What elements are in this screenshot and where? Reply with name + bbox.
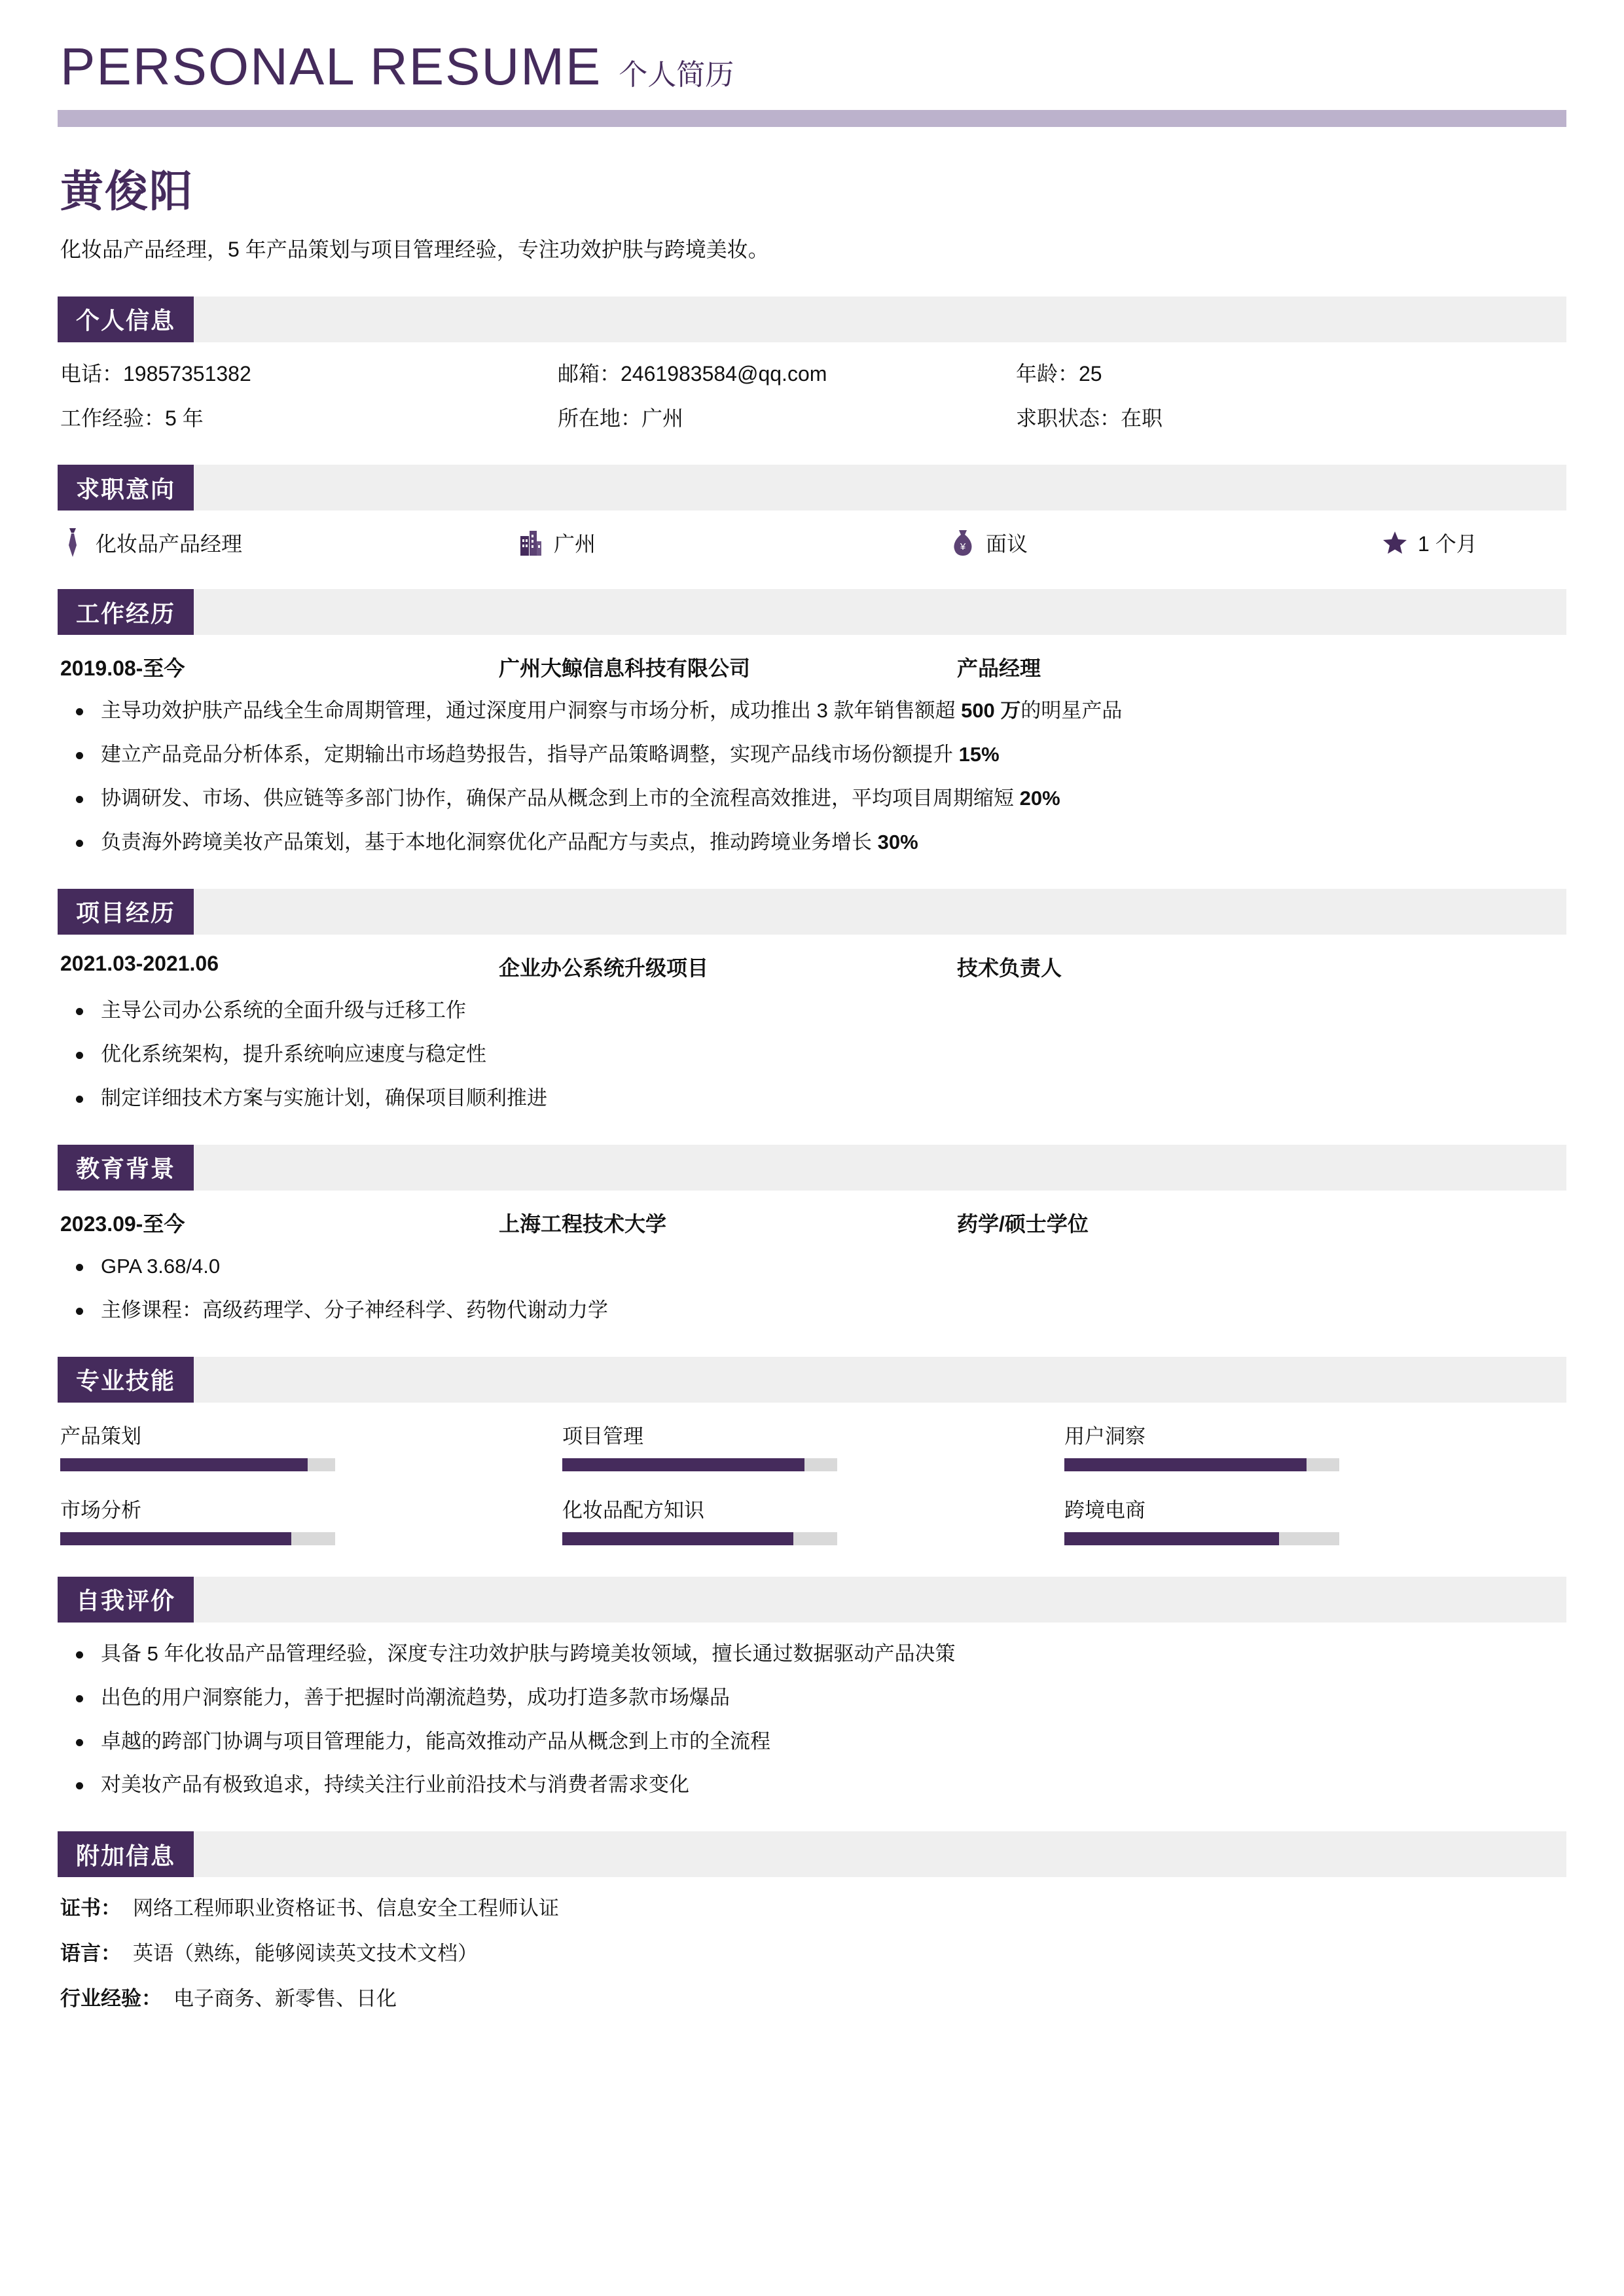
section-title-self-evaluation: 自我评价 xyxy=(58,1577,194,1623)
list-item: 负责海外跨境美妆产品策划，基于本地化洞察优化产品配方与卖点，推动跨境业务增长 30% xyxy=(60,828,1566,857)
candidate-tagline: 化妆品产品经理，5 年产品策划与项目管理经验，专注功效护肤与跨境美妆。 xyxy=(60,237,769,261)
section-header xyxy=(58,1357,1566,1403)
project-role: 技术负责人 xyxy=(957,956,1062,980)
job-intention-availability xyxy=(1382,528,1566,558)
section-header-band xyxy=(194,296,1566,342)
section-title-skills: 专业技能 xyxy=(58,1357,194,1403)
section-skills xyxy=(58,1357,1566,1545)
job-intention-city xyxy=(518,528,950,558)
section-header xyxy=(58,889,1566,935)
skill-item xyxy=(562,1494,1020,1545)
skill-item xyxy=(1064,1420,1523,1471)
section-header xyxy=(58,1577,1566,1623)
skill-name: 产品策划 xyxy=(60,1424,141,1448)
skill-progress-track xyxy=(1064,1532,1339,1545)
project-entry-header xyxy=(58,952,1566,982)
job-intention-city-label: 广州 xyxy=(554,532,596,556)
info-work-years: 工作经验：5 年 xyxy=(60,406,204,431)
skill-progress-fill xyxy=(562,1532,793,1545)
section-header-band xyxy=(194,1577,1566,1623)
skill-item xyxy=(60,1420,518,1471)
candidate-name: 黄俊阳 xyxy=(60,167,194,215)
section-header xyxy=(58,1831,1566,1877)
star-icon xyxy=(1382,528,1407,557)
info-job-status: 求职状态：在职 xyxy=(1016,406,1163,431)
additional-info-value: 电子商务、新零售、日化 xyxy=(173,1987,397,2011)
section-title-personal-info: 个人信息 xyxy=(58,296,194,342)
section-work-experience xyxy=(58,589,1566,857)
skill-progress-track xyxy=(1064,1458,1339,1471)
skills-grid xyxy=(58,1420,1566,1545)
project-period: 2021.03-2021.06 xyxy=(60,951,219,975)
list-item: 主修课程：高级药理学、分子神经科学、药物代谢动力学 xyxy=(60,1296,1566,1325)
skill-progress-fill xyxy=(1064,1458,1307,1471)
masthead xyxy=(58,37,1566,127)
education-period: 2023.09-至今 xyxy=(60,1211,185,1236)
section-header-band xyxy=(194,1145,1566,1191)
skill-progress-track xyxy=(60,1458,335,1471)
education-entry-header xyxy=(58,1208,1566,1238)
section-header xyxy=(58,1145,1566,1191)
highlight-metric: 30% xyxy=(877,831,918,853)
list-item: 出色的用户洞察能力，善于把握时尚潮流趋势，成功打造多款市场爆品 xyxy=(60,1683,1566,1713)
additional-info-row xyxy=(60,1939,1566,1969)
section-header xyxy=(58,296,1566,342)
section-title-project-experience: 项目经历 xyxy=(58,889,194,935)
work-bullets xyxy=(58,696,1566,857)
personal-info-grid xyxy=(58,359,1566,434)
masthead-title-cn: 个人简历 xyxy=(619,59,734,91)
name-block xyxy=(58,168,1566,265)
section-header-band xyxy=(194,889,1566,935)
list-item: 优化系统架构，提升系统响应速度与稳定性 xyxy=(60,1040,1566,1069)
skill-progress-fill xyxy=(1064,1532,1279,1545)
work-role: 产品经理 xyxy=(957,656,1041,681)
section-job-intention xyxy=(58,465,1566,558)
skill-item xyxy=(1064,1494,1523,1545)
highlight-metric: 20% xyxy=(1019,787,1060,810)
education-organization: 上海工程技术大学 xyxy=(499,1211,667,1236)
info-age: 年龄：25 xyxy=(1016,361,1102,386)
info-location: 所在地：广州 xyxy=(558,406,684,431)
additional-info-label: 证书： xyxy=(60,1897,121,1920)
additional-info-row xyxy=(60,1984,1566,2014)
skill-progress-track xyxy=(60,1532,335,1545)
list-item: 制定详细技术方案与实施计划，确保项目顺利推进 xyxy=(60,1084,1566,1113)
list-item: GPA 3.68/4.0 xyxy=(60,1252,1566,1282)
section-personal-info xyxy=(58,296,1566,434)
additional-info-label: 语言： xyxy=(60,1942,121,1965)
info-email: 邮箱：2461983584@qq.com xyxy=(558,361,827,386)
info-phone: 电话：19857351382 xyxy=(60,361,251,386)
work-entry-header xyxy=(58,652,1566,682)
project-organization: 企业办公系统升级项目 xyxy=(499,956,709,980)
list-item: 卓越的跨部门协调与项目管理能力，能高效推动产品从概念到上市的全流程 xyxy=(60,1727,1566,1757)
education-role: 药学/硕士学位 xyxy=(957,1211,1089,1236)
job-intention-salary-label: 面议 xyxy=(986,532,1028,556)
skill-progress-fill xyxy=(60,1532,291,1545)
list-item: 对美妆产品有极致追求，持续关注行业前沿技术与消费者需求变化 xyxy=(60,1770,1566,1800)
job-intention-salary xyxy=(950,528,1382,558)
masthead-title-en: PERSONAL RESUME xyxy=(60,37,602,96)
additional-info-list xyxy=(58,1894,1566,2014)
skill-progress-fill xyxy=(562,1458,804,1471)
section-title-education: 教育背景 xyxy=(58,1145,194,1191)
masthead-divider xyxy=(58,110,1566,127)
work-period: 2019.08-至今 xyxy=(60,656,185,681)
skill-progress-track xyxy=(562,1458,837,1471)
job-intention-row xyxy=(58,528,1566,558)
job-intention-availability-label: 1 个月 xyxy=(1418,532,1477,556)
list-item: 具备 5 年化妆品产品管理经验，深度专注功效护肤与跨境美妆领域，擅长通过数据驱动产品决策 xyxy=(60,1640,1566,1669)
section-project-experience xyxy=(58,889,1566,1113)
skill-item xyxy=(60,1494,518,1545)
section-header-band xyxy=(194,589,1566,635)
highlight-metric: 500 万 xyxy=(961,699,1021,723)
section-header-band xyxy=(194,465,1566,511)
section-self-evaluation xyxy=(58,1577,1566,1801)
list-item: 建立产品竞品分析体系，定期输出市场趋势报告，指导产品策略调整，实现产品线市场份额提升 15% xyxy=(60,740,1566,770)
section-education xyxy=(58,1145,1566,1325)
skill-name: 项目管理 xyxy=(562,1424,643,1448)
project-bullets xyxy=(58,996,1566,1113)
section-title-work-experience: 工作经历 xyxy=(58,589,194,635)
list-item: 协调研发、市场、供应链等多部门协作，确保产品从概念到上市的全流程高效推进，平均项目周期缩短 20% xyxy=(60,784,1566,814)
section-title-job-intention: 求职意向 xyxy=(58,465,194,511)
highlight-metric: 15% xyxy=(958,743,1000,766)
svg-text:¥: ¥ xyxy=(960,541,966,553)
skill-name: 市场分析 xyxy=(60,1498,141,1522)
additional-info-value: 网络工程师职业资格证书、信息安全工程师认证 xyxy=(133,1897,559,1920)
necktie-icon xyxy=(60,528,85,557)
additional-info-label: 行业经验： xyxy=(60,1987,162,2011)
job-intention-position xyxy=(60,528,518,558)
additional-info-value: 英语（熟练，能够阅读英文技术文档） xyxy=(133,1942,478,1965)
work-organization: 广州大鲸信息科技有限公司 xyxy=(499,656,751,681)
additional-info-row xyxy=(60,1894,1566,1924)
section-header xyxy=(58,589,1566,635)
skill-name: 跨境电商 xyxy=(1064,1498,1146,1522)
masthead-titles xyxy=(58,37,1566,96)
section-header-band xyxy=(194,1831,1566,1877)
section-additional-info xyxy=(58,1831,1566,2014)
skill-name: 用户洞察 xyxy=(1064,1424,1146,1448)
skill-name: 化妆品配方知识 xyxy=(562,1498,704,1522)
skill-progress-fill xyxy=(60,1458,308,1471)
building-icon xyxy=(518,528,543,557)
list-item: 主导公司办公系统的全面升级与迁移工作 xyxy=(60,996,1566,1026)
job-intention-position-label: 化妆品产品经理 xyxy=(96,532,243,556)
self-evaluation-bullets xyxy=(58,1640,1566,1801)
skill-item xyxy=(562,1420,1020,1471)
education-bullets xyxy=(58,1252,1566,1325)
section-title-additional-info: 附加信息 xyxy=(58,1831,194,1877)
section-header xyxy=(58,465,1566,511)
skill-progress-track xyxy=(562,1532,837,1545)
list-item: 主导功效护肤产品线全生命周期管理，通过深度用户洞察与市场分析，成功推出 3 款年销售额超 500 万的明星产品 xyxy=(60,696,1566,726)
money-bag-icon xyxy=(950,528,975,557)
section-header-band xyxy=(194,1357,1566,1403)
